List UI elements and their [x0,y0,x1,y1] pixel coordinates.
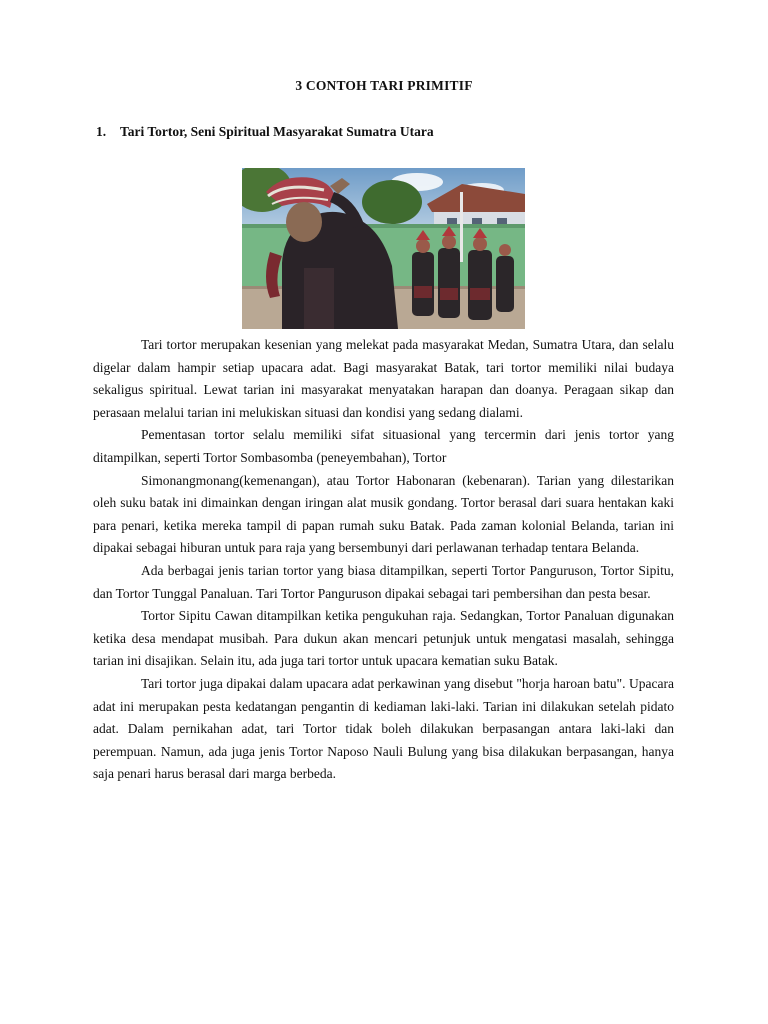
body-text [93,334,674,786]
paragraph: Simonangmonang(kemenangan), atau Tortor Habonaran (kebenaran). Tarian yang dilestarikan oleh suku batak ini dimainkan dengan iringan alat musik gondang. Tortor berasal dari suara hentakan kaki para penari, ketika mereka tampil di papan rumah suku Batak. Pada zaman kolonial Belanda, tarian ini dipakai sebagai hiburan untuk para raja yang bersembunyi dari perlawanan terhadap tentara Belanda. [93,472,674,556]
tortor-dance-photo [242,168,525,329]
paragraph: Tortor Sipitu Cawan ditampilkan ketika pengukuhan raja. Sedangkan, Tortor Panaluan digunakan ketika desa mendapat musibah. Para dukun akan mencari petunjuk untuk mengatasi masalah, sehingga tarian ini disajikan. Selain itu, ada juga tari tortor untuk upacara kematian suku Batak. [93,608,674,669]
paragraph: Tari tortor merupakan kesenian yang melekat pada masyarakat Medan, Sumatra Utara, dan selalu digelar dalam hampir setiap upacara adat. Bagi masyarakat Batak, tari tortor memiliki nilai budaya sekaligus spiritual. Lewat tarian ini masyarakat menyatakan harapan dan doanya. Peragaan sikap dan perasaan melalui tarian ini melukiskan situasi dan kondisi yang sedang dialami. [93,337,674,420]
document-title: 3 CONTOH TARI PRIMITIF [295,78,473,93]
section-heading-text: Tari Tortor, Seni Spiritual Masyarakat Sumatra Utara [120,124,434,139]
section-number: 1. [96,124,107,139]
paragraph: Ada berbagai jenis tarian tortor yang biasa ditampilkan, seperti Tortor Panguruson, Tortor Sipitu, dan Tortor Tunggal Panaluan. Tari Tortor Panguruson dipakai sebagai tari pembersihan dan pesta besar. [93,562,674,601]
paragraph: Pementasan tortor selalu memiliki sifat situasional yang tercermin dari jenis tortor yang ditampilkan, seperti Tortor Sombasomba (peneyembahan), Tortor [93,427,674,465]
section-heading [96,124,434,140]
paragraph: Tari tortor juga dipakai dalam upacara adat perkawinan yang disebut "horja haroan batu". Upacara adat ini merupakan pesta kedatangan pengantin di kediaman laki-laki. Tarian ini dilakukan setelah pidato adat. Dalam pernikahan adat, tari Tortor tidak boleh dilakukan berpasangan antara laki-laki dan perempuan. Namun, ada juga jenis Tortor Naposo Nauli Bulung yang bisa dilakukan berpasangan, hanya saja penari harus berasal dari marga berbeda. [93,675,674,782]
